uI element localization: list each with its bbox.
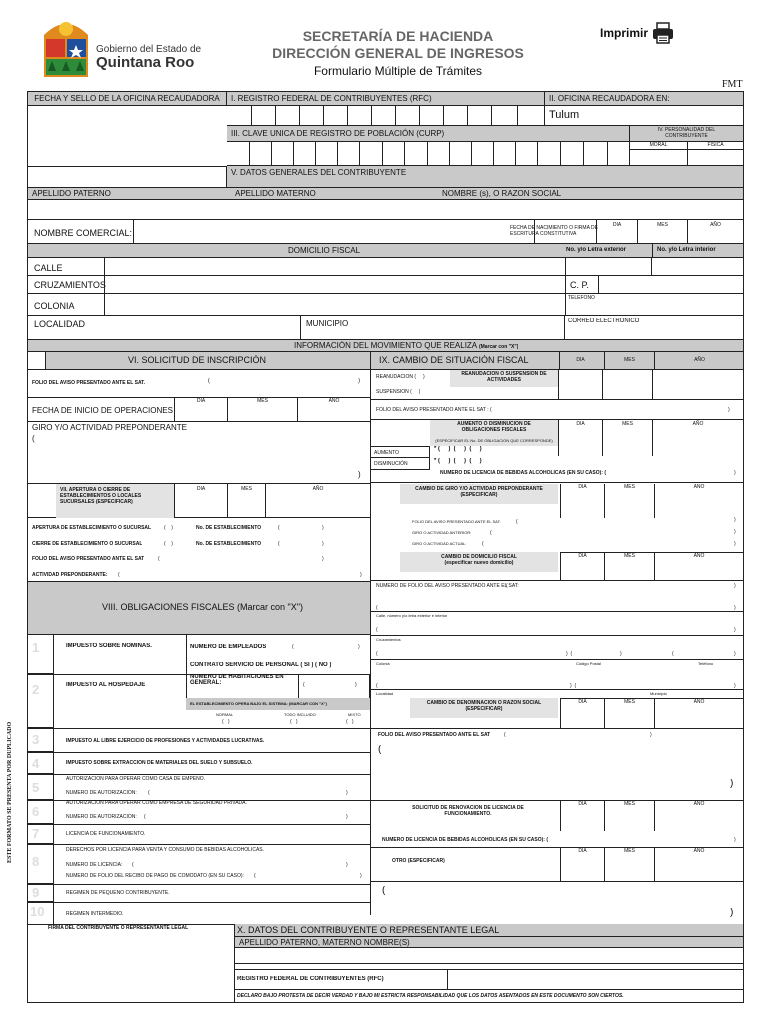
cruzamientos-input[interactable] [104,276,566,294]
x-apellidos-label: APELLIDO PATERNO, MATERNO NOMBRE(S) [239,938,410,947]
obligacion-3-checkbox[interactable]: 3 [28,728,54,752]
ix-title: IX. CAMBIO DE SITUACIÓN FISCAL [379,355,529,365]
reanudacion-label: REANUDACIÓN ( ) [376,374,425,380]
otro-label: OTRO (ESPECIFICAR) [392,858,445,864]
obligacion-5-label: AUTORIZACIÓN PARA OPERAR COMO CASA DE EMPEÑO. [66,776,206,782]
declaro-text: DECLARO BAJO PROTESTA DE DECIR VERDAD Y BAJO MI ESTRICTA RESPONSABILIDAD QUE LOS DATOS ASENTADOS EN ESTE DOCUMENTO SON CIERTOS. [237,993,624,999]
comercial-label: NOMBRE COMERCIAL: [34,228,133,238]
obligaciones-title: VIII. OBLIGACIONES FISCALES (Marcar con "X") [102,602,303,612]
paterno-label: APELLIDO PATERNO [32,189,111,198]
aumento-title: AUMENTO O DISMINUCION DE OBLIGACIONES FISCALES [457,421,531,433]
cambio-denominacion-label: CAMBIO DE DENOMINACION O RAZON SOCIAL (ESPECIFICAR) [426,700,542,712]
oficina-label: II. OFICINA RECAUDADORA EN: [549,94,670,103]
obligacion-4-checkbox[interactable]: 4 [28,752,54,774]
obligacion-8-label: DERECHOS POR LICENCIA PARA VENTA Y CONSUMO DE BEBIDAS ALCOHOLICAS. [66,847,265,853]
moral-label: MORAL [649,142,668,148]
cruzamientos-label: CRUZAMIENTOS [34,280,106,290]
firma-area[interactable] [28,934,234,1002]
title-secretaria: SECRETARÍA DE HACIENDA [302,28,494,44]
obligacion-4-label: IMPUESTO SOBRE EXTRACCIÓN DE MATERIALES DEL SUELO Y SUBSUELO. [66,760,253,766]
vii-label: VII. APERTURA O CIERRE DE ESTABLECIMIENTOS O LOCALES SUCURSALES (ESPECIFICAR) [60,487,142,505]
obligacion-6-label: AUTORIZACIÓN PARA OPERAR COMO EMPRESA DE SEGURIDAD PRIVADA. [66,800,247,806]
state-seal-icon [40,17,92,87]
fecha-nac-label: FECHA DE NACIMIENTO O FIRMA DE ESCRITURA CONSTITUTIVA [510,225,598,237]
title-direccion: DIRECCIÓN GENERAL DE INGRESOS [272,45,524,61]
print-button[interactable] [600,22,674,44]
fisica-label: FISICA [707,142,724,148]
rfc-label: I. REGISTRO FEDERAL DE CONTRIBUYENTES (RFC) [231,94,432,103]
municipio-label: MUNICIPIO [306,319,349,328]
colonia-input[interactable] [104,294,566,316]
vi-checkbox[interactable] [28,352,46,370]
oficina-value[interactable]: Tulum [545,106,743,126]
comercial-input[interactable] [133,220,535,244]
obligacion-5-checkbox[interactable]: 5 [28,774,54,800]
calle-label: CALLE [34,263,63,273]
cambio-domicilio-label: CAMBIO DE DOMICILIO FISCAL (especificar nuevo domicilio) [441,554,517,566]
obligacion-1-checkbox[interactable]: 1 [28,634,54,674]
datos-generales-label: V. DATOS GENERALES DEL CONTRIBUYENTE [231,168,407,177]
gov-line2: Quintana Roo [96,54,195,71]
no-ext-input[interactable] [566,258,652,276]
obligacion-2-label: IMPUESTO AL HOSPEDAJE [66,682,146,688]
form-code: FMT [722,79,743,90]
obligacion-1-label: IMPUESTO SOBRE NÓMINAS. [66,643,152,649]
obligacion-10-checkbox[interactable]: 10 [28,902,54,924]
obligacion-7-label: LICENCIA DE FUNCIONAMIENTO. [66,831,146,837]
licencia-bebidas-label: NUMERO DE LICENCIA DE BEBIDAS ALCOHOLICAS (EN SU CASO): ( [440,470,607,476]
fecha-sello-area[interactable] [28,106,227,168]
firma-label: FIRMA DEL CONTRIBUYENTE O REPRESENTANTE LEGAL [48,925,189,931]
cp-label: C. P. [570,280,589,290]
x-rfc-label: REGISTRO FEDERAL DE CONTRIBUYENTES (RFC) [237,976,384,982]
cambio-giro-label: CAMBIO DE GIRO Y/O ACTIVIDAD PREPONDERANTE (ESPECIFICAR) [415,486,543,498]
no-ext-label: No. y/o Letra exterior [566,247,627,253]
printer-icon [652,22,674,44]
domicilio-label: DOMICILIO FISCAL [288,246,361,255]
fecha-sello-label: FECHA Y SELLO DE LA OFICINA RECAUDADORA [34,94,220,103]
suspension-label: SUSPENSIÓN ( ) [376,389,421,395]
x-title: X. DATOS DEL CONTRIBUYENTE O REPRESENTANTE LEGAL [237,925,500,935]
gov-line1: Gobierno del Estado de [96,44,202,55]
folio-aviso-label: FOLIO DEL AVISO PRESENTADO ANTE EL SAT. [32,380,146,386]
vi-title: VI. SOLICITUD DE INSCRIPCIÓN [128,355,267,365]
reanudacion-title: REANUDACION O SUSPENSION DE ACTIVIDADES [461,371,547,383]
obligacion-3-label: IMPUESTO AL LIBRE EJERCICIO DE PROFESIONES Y ACTIVIDADES LUCRATIVAS. [66,738,265,744]
side-note: ESTE FORMATO SE PRESENTA POR DUPLICADO [7,721,13,863]
colonia-label: COLONIA [34,301,75,311]
giro-label: GIRO Y/O ACTIVIDAD PREPONDERANTE [32,423,187,432]
cp-input[interactable] [598,276,743,294]
x-rfc-input[interactable] [447,970,744,990]
curp-label: III. CLAVE UNICA DE REGISTRO DE POBLACIÓN (CURP) [231,129,445,138]
cierre-label: CIERRE DE ESTABLECIMIENTO O SUCURSAL [32,541,143,547]
personalidad-label: IV. PERSONALIDAD DEL CONTRIBUYENTE [657,127,716,139]
correo-label: CORREO ELECTRONICO [568,318,640,324]
apertura-label: APERTURA DE ESTABLECIMIENTO O SUCURSAL [32,525,152,531]
folio-aviso2-label: FOLIO DEL AVISO PRESENTADO ANTE EL SAT : ( [376,407,492,413]
obligacion-8-checkbox[interactable]: 8 [28,844,54,884]
folio-sat-label: FOLIO DEL AVISO PRESENTADO ANTE EL SAT [32,556,145,562]
renovacion-label: SOLICITUD DE RENOVACION DE LICENCIA DE FUNCIONAMIENTO. [412,805,524,817]
print-label: Imprimir [600,26,649,40]
materno-label: APELLIDO MATERNO [235,189,316,198]
movimiento-title: INFORMACIÓN DEL MOVIMIENTO QUE REALIZA (Marcar con "X") [294,341,519,350]
obligacion-9-checkbox[interactable]: 9 [28,884,54,902]
obligacion-10-label: REGIMEN INTERMEDIO. [66,911,124,917]
state-logo [40,17,92,87]
calle-input[interactable] [104,258,566,276]
obligacion-6-checkbox[interactable]: 6 [28,800,54,824]
nombre-label: NOMBRE (s), O RAZON SOCIAL [442,189,562,198]
obligacion-2-checkbox[interactable]: 2 [28,674,54,728]
obligacion-9-label: REGIMEN DE PEQUEÑO CONTRIBUYENTE. [66,890,170,896]
actividad-prep-label: ACTIVIDAD PREPONDERANTE: [32,572,108,578]
telefono-label: TELEFONO [568,295,595,301]
obligacion-7-checkbox[interactable]: 7 [28,824,54,844]
moral-checkbox[interactable] [630,150,688,166]
rfc-input-boxes[interactable] [227,106,545,126]
localidad-label: LOCALIDAD [34,319,86,329]
fisica-checkbox[interactable] [688,150,743,166]
curp-input-boxes[interactable] [227,142,630,166]
x-apellidos-input[interactable] [235,948,743,964]
fecha-inicio-label: FECHA DE INICIO DE OPERACIONES [32,406,173,415]
names-input[interactable] [28,200,743,220]
no-int-label: No. y/o Letra interior [652,244,720,258]
title-formulario: Formulario Múltiple de Trámites [313,64,483,78]
